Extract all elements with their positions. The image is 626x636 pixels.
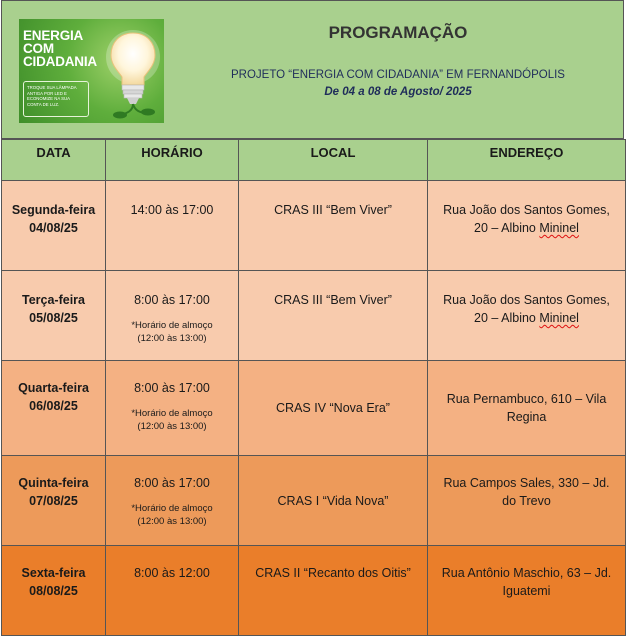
column-header-horario: HORÁRIO (106, 140, 239, 181)
logo-title-line: ENERGIA (23, 28, 84, 43)
address-cell (428, 361, 626, 456)
address-line: Regina (506, 410, 547, 424)
lunch-note-time: (12:00 às 13:00) (137, 516, 207, 527)
address-line: Rua João dos Santos Gomes, (443, 203, 610, 217)
time-range: 14:00 às 17:00 (130, 203, 214, 217)
address-line (432, 309, 621, 327)
column-header-local: LOCAL (239, 140, 428, 181)
table-header-row (2, 140, 626, 181)
time-range: 8:00 às 12:00 (134, 566, 210, 580)
place-cell: CRAS I “Vida Nova” (239, 456, 428, 546)
address-part: 20 – Albino (474, 221, 540, 235)
date-cell (2, 271, 106, 361)
address-line: do Trevo (502, 494, 551, 508)
place-cell: CRAS II “Recanto dos Oitis” (239, 546, 428, 636)
date: 06/08/25 (29, 399, 78, 413)
table-row (2, 181, 626, 271)
time-cell (106, 546, 239, 636)
weekday: Sexta-feira (21, 566, 86, 580)
weekday: Quarta-feira (18, 381, 89, 395)
weekday: Terça-feira (22, 293, 85, 307)
energia-com-cidadania-logo (19, 19, 164, 123)
logo-title-line: COM (23, 41, 54, 56)
logo-tagline: TROQUE SUA LÂMPADA ANTIGA POR LED E ECONOMIZE NA SUA CONTA DE LUZ. (23, 81, 89, 117)
address-cell (428, 271, 626, 361)
address-part-spellcheck: Mininel (539, 221, 579, 235)
date: 05/08/25 (29, 311, 78, 325)
schedule-table (1, 139, 626, 636)
table-row (2, 546, 626, 636)
lunch-note (110, 319, 234, 345)
date-cell (2, 456, 106, 546)
address-line: Rua Antônio Maschio, 63 – Jd. (441, 566, 612, 580)
time-range: 8:00 às 17:00 (134, 476, 210, 490)
light-bulb-icon (105, 27, 161, 121)
logo-title (23, 29, 103, 68)
date-cell (2, 546, 106, 636)
time-range: 8:00 às 17:00 (134, 381, 210, 395)
time-cell (106, 456, 239, 546)
lunch-note-label: *Horário de almoço (131, 408, 213, 419)
lunch-note-time: (12:00 às 13:00) (137, 421, 207, 432)
time-cell (106, 271, 239, 361)
date: 04/08/25 (29, 221, 78, 235)
address-line: Rua Pernambuco, 610 – Vila (446, 392, 607, 406)
place-cell: CRAS III “Bem Viver” (239, 181, 428, 271)
column-header-data: DATA (2, 140, 106, 181)
address-cell (428, 456, 626, 546)
date: 07/08/25 (29, 494, 78, 508)
time-range: 8:00 às 17:00 (134, 293, 210, 307)
address-cell (428, 546, 626, 636)
lunch-note-label: *Horário de almoço (131, 320, 213, 331)
lunch-note-time: (12:00 às 13:00) (137, 333, 207, 344)
project-subtitle: PROJETO “ENERGIA COM CIDADANIA” EM FERNANDÓPOLIS (231, 69, 565, 81)
date-cell (2, 361, 106, 456)
address-line: Rua Campos Sales, 330 – Jd. (443, 476, 610, 490)
header-banner (1, 0, 624, 139)
address-line (432, 219, 621, 237)
page-title: PROGRAMAÇÃO (328, 23, 468, 42)
time-cell (106, 181, 239, 271)
date: 08/08/25 (29, 584, 78, 598)
time-cell (106, 361, 239, 456)
weekday: Quinta-feira (18, 476, 89, 490)
date-cell (2, 181, 106, 271)
address-cell (428, 181, 626, 271)
address-line: Rua João dos Santos Gomes, (443, 293, 610, 307)
table-row (2, 456, 626, 546)
lunch-note (110, 502, 234, 528)
table-row (2, 361, 626, 456)
address-line: Iguatemi (502, 584, 551, 598)
weekday: Segunda-feira (11, 203, 96, 217)
column-header-endereco: ENDEREÇO (428, 140, 626, 181)
logo-title-line: CIDADANIA (23, 54, 97, 69)
date-range: De 04 a 08 de Agosto/ 2025 (324, 86, 472, 98)
lunch-note-label: *Horário de almoço (131, 503, 213, 514)
place-cell: CRAS IV “Nova Era” (239, 361, 428, 456)
place-cell: CRAS III “Bem Viver” (239, 271, 428, 361)
lunch-note (110, 407, 234, 433)
address-part-spellcheck: Mininel (539, 311, 579, 325)
address-part: 20 – Albino (474, 311, 540, 325)
table-row (2, 271, 626, 361)
